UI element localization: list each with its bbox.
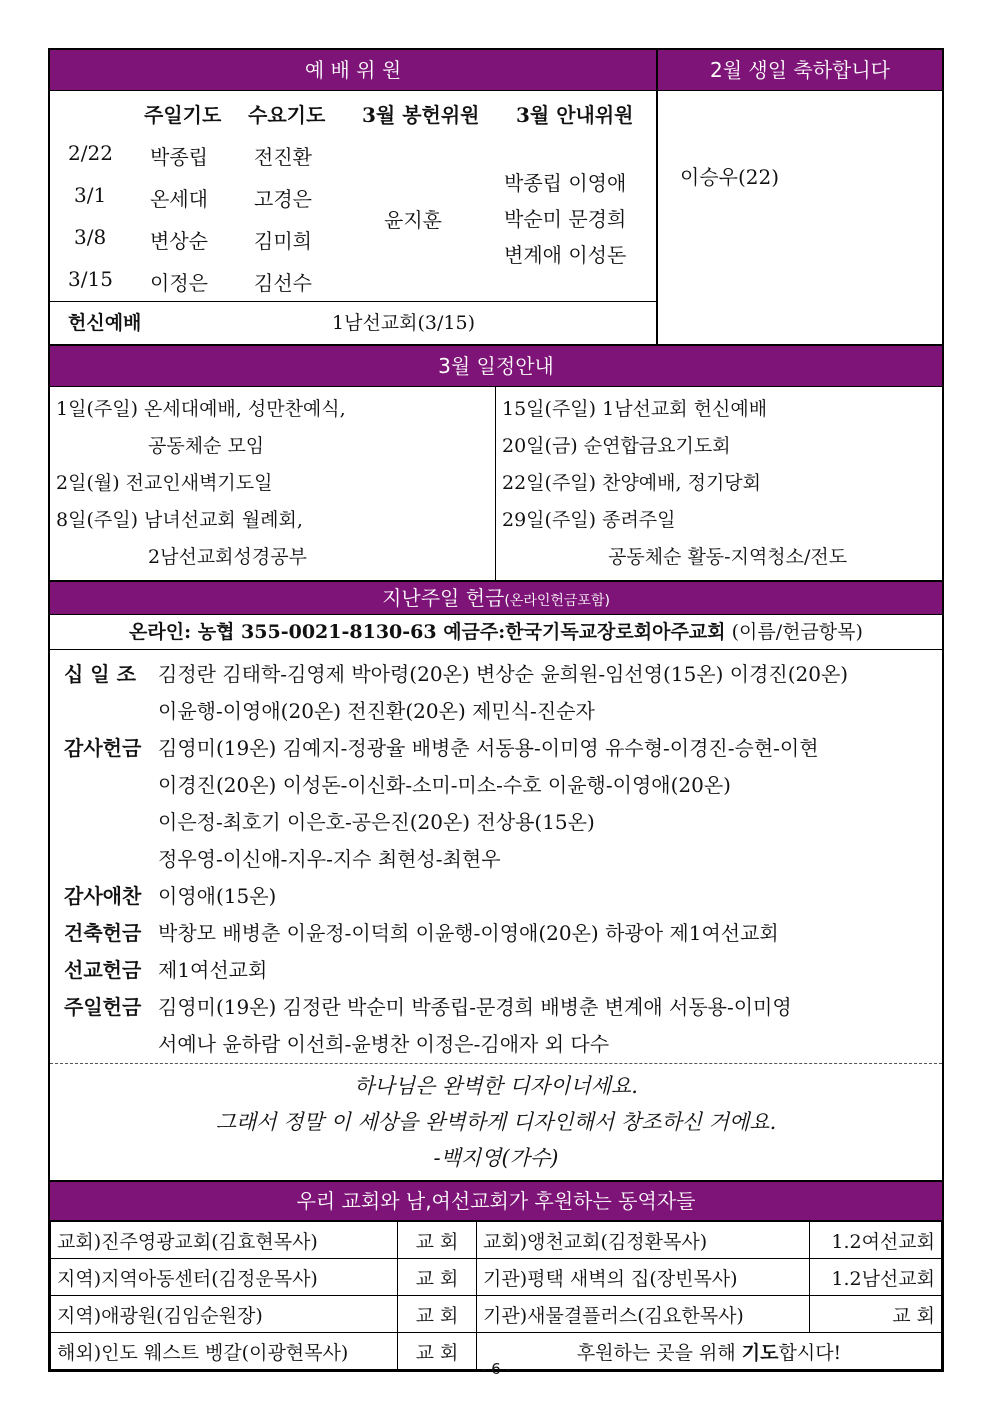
online-account — [50, 615, 942, 650]
offering-label: 주일헌금 — [64, 995, 142, 1019]
offering-item-mission — [64, 952, 934, 989]
schedule-body — [50, 387, 942, 582]
schedule-left-column — [50, 387, 496, 580]
usher-pair: 박종립 이영애 — [504, 171, 627, 195]
offering-item-thanks — [64, 730, 934, 878]
usher-pair: 박순미 문경희 — [504, 207, 627, 231]
offering-header — [50, 582, 942, 615]
supporter-cell: 교 회 — [398, 1296, 477, 1333]
bulletin-page — [48, 48, 944, 1372]
partner-cell: 기관)평택 새벽의 집(장빈목사) — [477, 1259, 810, 1296]
table-row — [51, 1259, 942, 1296]
wednesday-prayer-cell: 전진환 — [254, 145, 312, 169]
header-offering-committee: 3월 봉헌위원 — [362, 103, 480, 127]
worship-committee-header: 예 배 위 원 — [50, 50, 656, 91]
offering-item-sunday — [64, 989, 934, 1063]
quote-block — [50, 1064, 942, 1182]
missionaries-header: 우리 교회와 남,여선교회가 후원하는 동역자들 — [50, 1182, 942, 1221]
offering-names: 박창모 배병춘 이윤정-이덕희 이윤행-이영애(20온) 하광아 제1여선교회 — [158, 921, 779, 945]
date-cell: 3/8 — [74, 225, 107, 249]
offering-label: 선교헌금 — [64, 958, 142, 982]
schedule-header: 3월 일정안내 — [50, 346, 942, 387]
quote-author: -백지영(가수) — [433, 1146, 559, 1170]
birthday-header: 2월 생일 축하합니다 — [658, 50, 942, 91]
header-wednesday-prayer: 수요기도 — [248, 103, 326, 127]
offering-names: 이윤행-이영애(20온) 전진환(20온) 제민식-진순자 — [158, 699, 595, 723]
partner-cell: 지역)지역아동센터(김정운목사) — [51, 1259, 398, 1296]
sunday-prayer-cell: 박종립 — [150, 145, 208, 169]
offering-label: 건축헌금 — [64, 921, 142, 945]
date-cell: 3/15 — [68, 267, 113, 291]
supporter-cell: 교 회 — [398, 1333, 477, 1370]
partner-cell: 교회)진주영광교회(김효현목사) — [51, 1222, 398, 1259]
schedule-item: 8일(주일) 남녀선교회 월례회, — [56, 509, 303, 531]
dedication-label: 헌신예배 — [68, 312, 142, 334]
birthday-names: 이승우(22) — [680, 165, 780, 189]
offering-names: 이은정-최호기 이은호-공은진(20온) 전상용(15온) — [158, 810, 595, 834]
account-note: (이름/헌금항목) — [731, 621, 863, 643]
schedule-item: 15일(주일) 1남선교회 헌신예배 — [502, 398, 768, 420]
schedule-item: 공동체순 활동-지역청소/전도 — [608, 546, 848, 568]
offering-label: 십 일 조 — [64, 662, 136, 686]
schedule-item: 22일(주일) 찬양예배, 정기당회 — [502, 472, 762, 494]
partner-cell: 기관)새물결플러스(김요한목사) — [477, 1296, 810, 1333]
offering-names: 김영미(19온) 김예지-정광율 배병춘 서동용-이미영 유수형-이경진-승현-이현 — [158, 736, 819, 760]
sunday-prayer-cell: 온세대 — [150, 187, 208, 211]
top-section — [50, 50, 942, 346]
prayer-text: 후원하는 곳을 위해 — [576, 1341, 742, 1364]
partner-cell: 지역)애광원(김임순원장) — [51, 1296, 398, 1333]
dedication-value: 1남선교회(3/15) — [332, 312, 475, 334]
supporter-cell: 1.2남선교회 — [810, 1259, 942, 1296]
wednesday-prayer-cell: 고경은 — [254, 187, 312, 211]
offering-list — [50, 650, 942, 1064]
offering-item-building — [64, 915, 934, 952]
prayer-bold: 기도 — [741, 1341, 779, 1364]
offering-names: 김영미(19온) 김정란 박순미 박종립-문경희 배병춘 변계애 서동용-이미영 — [158, 995, 792, 1019]
table-row — [51, 1296, 942, 1333]
schedule-item: 공동체순 모임 — [148, 435, 265, 457]
partner-cell: 해외)인도 웨스트 벵갈(이광현목사) — [51, 1333, 398, 1370]
account-info: 온라인: 농협 355-0021-8130-63 예금주:한국기독교장로회아주교회 — [129, 621, 726, 643]
birthday-section — [658, 50, 942, 344]
supporter-cell: 교 회 — [398, 1259, 477, 1296]
supporter-cell: 교 회 — [810, 1296, 942, 1333]
quote-line: 하나님은 완벽한 디자이너세요. — [354, 1074, 638, 1098]
page-number: - 6 - — [481, 1360, 511, 1378]
dedication-service-row — [50, 302, 656, 344]
offering-names: 정우영-이신애-지우-지수 최현성-최현우 — [158, 847, 501, 871]
offering-item-tithe — [64, 656, 934, 730]
offering-names: 이영애(15온) — [158, 884, 277, 908]
sunday-prayer-cell: 이정은 — [150, 271, 208, 295]
wednesday-prayer-cell: 김선수 — [254, 271, 312, 295]
worship-grid — [50, 91, 656, 302]
table-row — [51, 1222, 942, 1259]
supporter-cell: 1.2여선교회 — [810, 1222, 942, 1259]
offering-names: 서예나 윤하람 이선희-윤병찬 이정은-김애자 외 다수 — [158, 1032, 610, 1056]
offering-names: 이경진(20온) 이성돈-이신화-소미-미소-수호 이윤행-이영애(20온) — [158, 773, 731, 797]
schedule-right-column — [496, 387, 942, 580]
usher-pair: 변계애 이성돈 — [504, 243, 627, 267]
header-sunday-prayer: 주일기도 — [144, 103, 222, 127]
offering-title-note: (온라인헌금포함) — [504, 593, 610, 609]
schedule-item: 1일(주일) 온세대예배, 성만찬예식, — [56, 398, 346, 420]
worship-committee — [50, 50, 658, 344]
offering-names: 제1여선교회 — [158, 958, 268, 982]
date-cell: 2/22 — [68, 141, 113, 165]
quote-line: 그래서 정말 이 세상을 완벽하게 디자인해서 창조하신 거에요. — [215, 1110, 777, 1134]
date-cell: 3/1 — [74, 183, 107, 207]
supporter-cell: 교 회 — [398, 1222, 477, 1259]
offering-item-fellowship — [64, 878, 934, 915]
offering-names: 김정란 김태학-김영제 박아령(20온) 변상순 윤희원-임선영(15온) 이경진(20온) — [158, 662, 849, 686]
offering-title: 지난주일 헌금 — [382, 586, 505, 610]
schedule-item: 2남선교회성경공부 — [148, 546, 307, 568]
sunday-prayer-cell: 변상순 — [150, 229, 208, 253]
schedule-item: 2일(월) 전교인새벽기도일 — [56, 472, 273, 494]
missionaries-table — [50, 1221, 942, 1370]
offering-label: 감사애찬 — [64, 884, 142, 908]
prayer-text: 합시다! — [778, 1341, 842, 1364]
wednesday-prayer-cell: 김미희 — [254, 229, 312, 253]
schedule-item: 29일(주일) 종려주일 — [502, 509, 676, 531]
offering-label: 감사헌금 — [64, 736, 142, 760]
partner-cell: 교회)앵천교회(김정환목사) — [477, 1222, 810, 1259]
header-ushers: 3월 안내위원 — [516, 103, 634, 127]
schedule-item: 20일(금) 순연합금요기도회 — [502, 435, 731, 457]
offering-committee-name: 윤지훈 — [384, 208, 442, 232]
